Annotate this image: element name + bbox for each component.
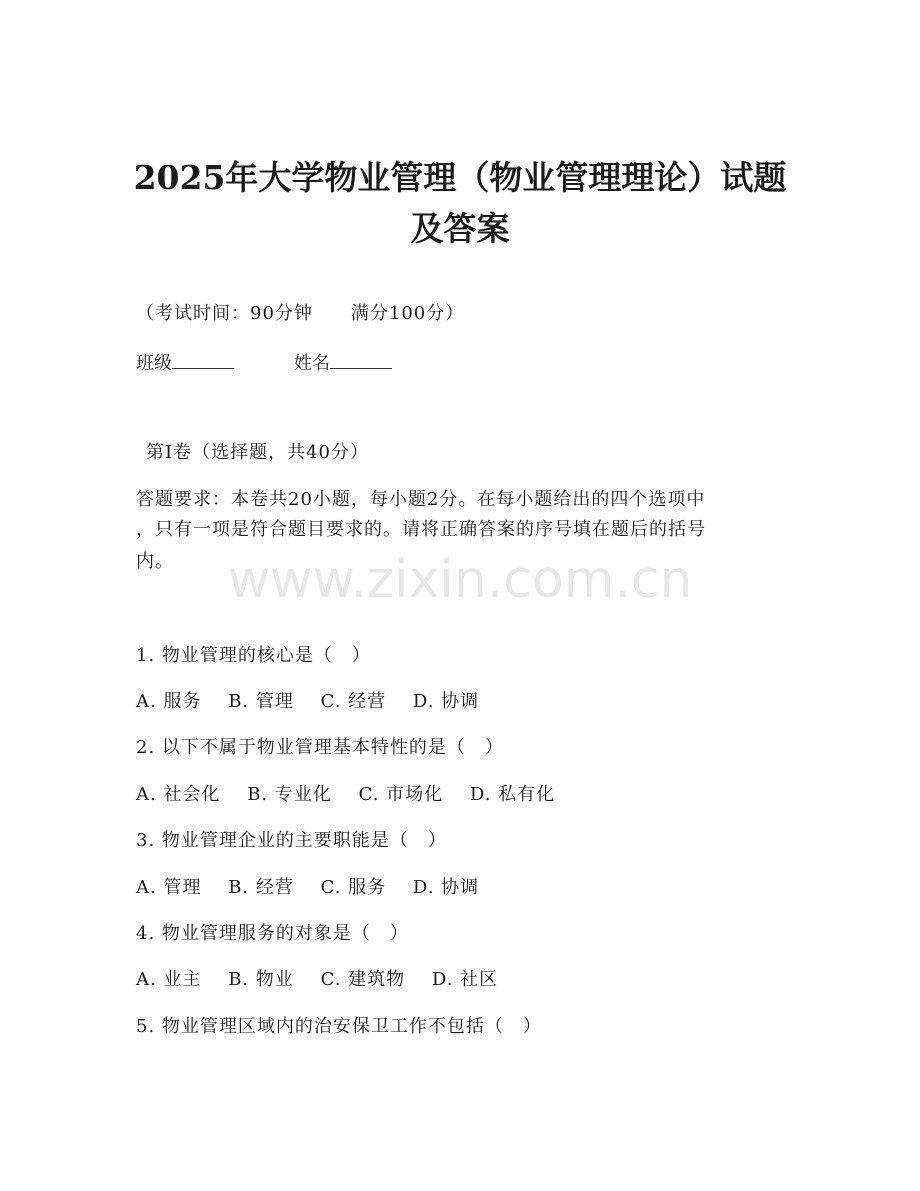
instructions-line-2: ，只有一项是符合题目要求的。请将正确答案的序号填在题后的括号 — [136, 519, 706, 540]
watermark: www.zixin.com.cn — [227, 550, 693, 610]
question-1-options — [136, 690, 499, 714]
exam-info: （考试时间：90分钟 满分100分） — [136, 303, 465, 324]
option-d[interactable]: D. 协调 — [412, 691, 480, 712]
question-4: 4. 物业管理服务的对象是（ ） — [136, 923, 409, 944]
name-field[interactable] — [294, 350, 392, 376]
name-blank[interactable] — [330, 350, 392, 369]
option-a[interactable]: A. 业主 — [136, 969, 202, 990]
option-a[interactable]: A. 社会化 — [136, 784, 221, 805]
option-a[interactable]: A. 管理 — [136, 877, 202, 898]
option-b[interactable]: B. 经营 — [228, 877, 294, 898]
document-title-line-2: 及答案 — [410, 209, 510, 248]
class-field[interactable] — [136, 350, 234, 376]
question-2: 2. 以下不属于物业管理基本特性的是（ ） — [136, 737, 504, 758]
document-title-line-1: 2025年大学物业管理（物业管理理论）试题 — [133, 158, 787, 197]
option-c[interactable]: C. 市场化 — [358, 784, 444, 805]
question-5: 5. 物业管理区域内的治安保卫工作不包括（ ） — [136, 1016, 542, 1037]
class-label: 班级 — [136, 353, 172, 374]
question-3-options — [136, 876, 499, 900]
option-d[interactable]: D. 社区 — [431, 969, 499, 990]
option-d[interactable]: D. 私有化 — [469, 784, 556, 805]
class-blank[interactable] — [172, 350, 234, 369]
option-b[interactable]: B. 专业化 — [247, 784, 332, 805]
name-label: 姓名 — [294, 353, 330, 374]
section-title: 第I卷（选择题，共40分） — [146, 442, 370, 463]
question-4-options — [136, 968, 518, 992]
instructions-line-1: 答题要求：本卷共20小题，每小题2分。在每小题给出的四个选项中 — [136, 489, 706, 510]
question-3: 3. 物业管理企业的主要职能是（ ） — [136, 830, 447, 851]
option-a[interactable]: A. 服务 — [136, 691, 202, 712]
option-c[interactable]: C. 服务 — [320, 877, 387, 898]
option-d[interactable]: D. 协调 — [412, 877, 480, 898]
question-2-options — [136, 783, 575, 807]
option-b[interactable]: B. 物业 — [228, 969, 294, 990]
question-1: 1. 物业管理的核心是（ ） — [136, 645, 371, 666]
option-b[interactable]: B. 管理 — [228, 691, 294, 712]
instructions-line-3: 内。 — [136, 551, 174, 572]
option-c[interactable]: C. 经营 — [320, 691, 387, 712]
option-c[interactable]: C. 建筑物 — [320, 969, 406, 990]
